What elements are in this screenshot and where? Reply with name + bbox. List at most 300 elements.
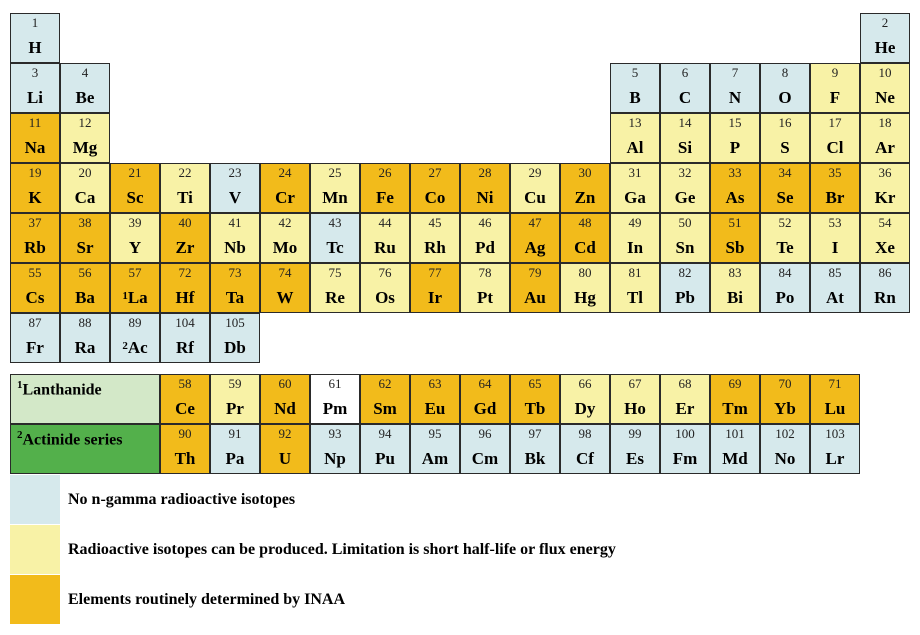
element-symbol [711,399,759,419]
element-symbol [811,188,859,208]
element-symbol-text: Sb [725,238,745,257]
element-symbol-text: Li [26,88,44,107]
element-symbol-text: Pr [226,399,244,418]
actinide-label-text: Actinide series [22,431,123,449]
atomic-number: 103 [825,426,845,441]
element-symbol-text: Be [75,88,95,107]
element-symbol-text: Ba [75,288,95,307]
atomic-number: 26 [378,165,392,180]
atomic-number: 68 [678,376,692,391]
element-symbol [761,238,809,258]
element-symbol-text: As [725,188,745,207]
element-symbol [261,238,309,258]
element-cell-th [160,424,210,474]
element-symbol [811,399,859,419]
element-cell-ac [110,313,160,363]
atomic-number: 49 [628,215,642,230]
element-symbol-text: Eu [424,399,446,418]
atomic-number: 57 [128,265,142,280]
element-symbol-text: Na [24,138,46,157]
element-symbol [661,288,709,308]
atomic-number: 48 [578,215,592,230]
atomic-number: 84 [778,265,792,280]
atomic-number: 61 [328,376,342,391]
element-cell-ra [60,313,110,363]
element-cell-la [110,263,160,313]
element-symbol [411,399,459,419]
atomic-number: 50 [678,215,692,230]
atomic-number: 80 [578,265,592,280]
element-symbol [261,399,309,419]
element-symbol-text: Lr [825,449,845,468]
element-symbol-text: Cf [576,449,594,468]
element-symbol [611,399,659,419]
atomic-number: 45 [428,215,442,230]
element-symbol-text: B [629,88,641,107]
element-symbol [711,238,759,258]
atomic-number: 63 [428,376,442,391]
element-symbol [861,288,909,308]
element-symbol-text: S [780,138,790,157]
element-symbol-text: Bi [726,288,744,307]
element-symbol-text: Bk [524,449,546,468]
atomic-number: 15 [728,115,742,130]
element-symbol [11,338,59,358]
element-symbol-text: Cs [25,288,45,307]
element-symbol [111,238,159,258]
element-cell-kr [860,163,910,213]
element-symbol-text: Kr [874,188,896,207]
element-cell-bi [710,263,760,313]
element-symbol-text: Rb [24,238,46,257]
element-cell-zn [560,163,610,213]
element-symbol [761,188,809,208]
element-cell-sn [660,213,710,263]
element-symbol [411,288,459,308]
element-symbol-text: Au [524,288,546,307]
element-cell-yb [760,374,810,424]
element-symbol [511,399,559,419]
element-cell-cm [460,424,510,474]
element-symbol-text: H [28,38,42,57]
element-symbol [511,188,559,208]
element-symbol [761,88,809,108]
element-symbol-text: C [678,88,692,107]
series-marker: 1 [17,379,23,391]
atomic-number: 16 [778,115,792,130]
element-cell-hg [560,263,610,313]
lanthanide-label-text: Lanthanide [22,381,102,399]
element-cell-au [510,263,560,313]
element-cell-ge [660,163,710,213]
element-symbol-text: Tl [626,288,644,307]
element-symbol [311,288,359,308]
atomic-number: 105 [225,315,245,330]
element-symbol [211,188,259,208]
element-symbol [61,338,109,358]
element-cell-np [310,424,360,474]
element-symbol-text: Lu [824,399,846,418]
element-symbol [511,449,559,469]
element-cell-cr [260,163,310,213]
element-cell-nd [260,374,310,424]
atomic-number: 85 [828,265,842,280]
atomic-number: 83 [728,265,742,280]
element-symbol-text: Ne [875,88,895,107]
element-symbol [711,88,759,108]
atomic-number: 9 [831,65,839,80]
element-cell-in [610,213,660,263]
element-cell-rf [160,313,210,363]
atomic-number: 41 [228,215,242,230]
element-symbol-text: Cl [826,138,844,157]
atomic-number: 102 [775,426,795,441]
element-cell-pr [210,374,260,424]
element-symbol-text: In [626,238,644,257]
element-symbol [211,449,259,469]
element-cell-be [60,63,110,113]
element-symbol-text: Si [677,138,693,157]
atomic-number: 62 [378,376,392,391]
element-symbol [561,238,609,258]
element-cell-pm [310,374,360,424]
atomic-number: 11 [28,115,42,130]
element-cell-p [710,113,760,163]
atomic-number: 104 [175,315,195,330]
element-symbol [11,138,59,158]
element-symbol [311,399,359,419]
element-symbol-text: Co [424,188,446,207]
element-cell-ag [510,213,560,263]
atomic-number: 20 [78,165,92,180]
element-symbol [561,449,609,469]
element-symbol-text: At [826,288,844,307]
atomic-number: 28 [478,165,492,180]
element-symbol [211,288,259,308]
element-cell-pt [460,263,510,313]
atomic-number: 89 [128,315,142,330]
element-symbol [111,288,159,308]
element-cell-sm [360,374,410,424]
element-symbol-text: Xe [875,238,895,257]
element-cell-es [610,424,660,474]
element-symbol-text: Cr [275,188,295,207]
element-symbol-text: Zn [574,188,596,207]
element-symbol-text: Pm [322,399,348,418]
element-cell-zr [160,213,210,263]
element-cell-sr [60,213,110,263]
element-symbol-text: Sc [126,188,144,207]
atomic-number: 3 [31,65,39,80]
element-cell-tl [610,263,660,313]
element-cell-db [210,313,260,363]
element-cell-eu [410,374,460,424]
element-symbol-text: Hg [574,288,596,307]
atomic-number: 64 [478,376,492,391]
element-symbol-text: Pt [476,288,494,307]
element-cell-fm [660,424,710,474]
element-symbol [661,138,709,158]
element-symbol [711,288,759,308]
element-cell-i [810,213,860,263]
element-symbol-text: Db [224,338,246,357]
series-marker: 2 [122,340,128,352]
atomic-number: 81 [628,265,642,280]
atomic-number: 97 [528,426,542,441]
legend-label-possible: Radioactive isotopes can be produced. Limitation is short half-life or flux energy [68,541,616,558]
element-symbol-text: He [874,38,896,57]
element-symbol-text: Ge [674,188,696,207]
atomic-number: 100 [675,426,695,441]
atomic-number: 74 [278,265,292,280]
actinide-label [10,424,160,474]
element-symbol [261,449,309,469]
element-symbol-text: Yb [774,399,796,418]
element-cell-fe [360,163,410,213]
element-symbol-text: Ag [524,238,546,257]
element-symbol-text: Po [775,288,795,307]
element-cell-pb [660,263,710,313]
element-symbol [161,449,209,469]
atomic-number: 56 [78,265,92,280]
element-symbol [861,88,909,108]
atomic-number: 82 [678,265,692,280]
element-cell-rh [410,213,460,263]
atomic-number: 5 [631,65,639,80]
atomic-number: 32 [678,165,692,180]
element-cell-pa [210,424,260,474]
atomic-number: 67 [628,376,642,391]
element-symbol-text: I [831,238,839,257]
element-symbol-text: Cd [574,238,596,257]
element-cell-cd [560,213,610,263]
element-symbol-text: La [127,288,148,307]
atomic-number: 2 [881,15,889,30]
element-symbol [861,188,909,208]
atomic-number: 39 [128,215,142,230]
element-symbol [811,238,859,258]
atomic-number: 93 [328,426,342,441]
element-symbol-text: Er [675,399,695,418]
atomic-number: 69 [728,376,742,391]
element-cell-te [760,213,810,263]
element-symbol-text: Re [325,288,345,307]
element-cell-no [760,424,810,474]
element-symbol-text: No [774,449,796,468]
element-symbol [311,188,359,208]
element-symbol [861,138,909,158]
atomic-number: 58 [178,376,192,391]
element-symbol [661,88,709,108]
element-symbol [11,88,59,108]
element-cell-pd [460,213,510,263]
element-cell-md [710,424,760,474]
element-symbol-text: Ar [875,138,895,157]
element-symbol [411,238,459,258]
element-symbol-text: Pa [225,449,245,468]
element-symbol-text: Ir [427,288,443,307]
element-symbol-text: Fe [376,188,394,207]
atomic-number: 95 [428,426,442,441]
element-cell-mn [310,163,360,213]
element-cell-ca [60,163,110,213]
element-symbol-text: Ra [74,338,96,357]
element-symbol [711,188,759,208]
element-symbol-text: Hf [175,288,195,307]
atomic-number: 77 [428,265,442,280]
atomic-number: 30 [578,165,592,180]
element-symbol [61,288,109,308]
element-symbol [611,238,659,258]
element-cell-f [810,63,860,113]
element-symbol-text: Cu [524,188,546,207]
atomic-number: 23 [228,165,242,180]
element-symbol [311,449,359,469]
element-cell-ga [610,163,660,213]
element-symbol-text: Np [324,449,346,468]
element-symbol [461,399,509,419]
element-symbol-text: K [28,188,42,207]
element-cell-ti [160,163,210,213]
atomic-number: 40 [178,215,192,230]
element-symbol [361,288,409,308]
atomic-number: 59 [228,376,242,391]
element-symbol [811,288,859,308]
element-cell-os [360,263,410,313]
element-symbol [361,449,409,469]
element-symbol [611,288,659,308]
element-symbol [561,188,609,208]
element-cell-v [210,163,260,213]
element-cell-xe [860,213,910,263]
element-cell-ce [160,374,210,424]
element-symbol [361,188,409,208]
element-symbol-text: Se [776,188,794,207]
element-symbol-text: P [729,138,741,157]
atomic-number: 99 [628,426,642,441]
element-cell-cu [510,163,560,213]
atomic-number: 38 [78,215,92,230]
element-symbol [461,288,509,308]
element-symbol-text: Os [375,288,395,307]
element-cell-re [310,263,360,313]
element-symbol-text: Rf [176,338,194,357]
element-cell-w [260,263,310,313]
element-symbol [661,188,709,208]
element-cell-se [760,163,810,213]
element-symbol [411,449,459,469]
atomic-number: 86 [878,265,892,280]
element-symbol-text: Tb [524,399,546,418]
element-symbol [261,188,309,208]
element-symbol [611,188,659,208]
element-symbol-text: Fr [26,338,44,357]
atomic-number: 75 [328,265,342,280]
element-cell-as [710,163,760,213]
element-symbol [11,188,59,208]
element-symbol-text: O [778,88,792,107]
element-cell-gd [460,374,510,424]
element-symbol-text: Pd [475,238,495,257]
element-cell-li [10,63,60,113]
element-symbol-text: Mn [322,188,348,207]
element-cell-na [10,113,60,163]
element-symbol [11,238,59,258]
element-cell-s [760,113,810,163]
element-symbol-text: Y [128,238,142,257]
atomic-number: 10 [878,65,892,80]
element-cell-k [10,163,60,213]
element-cell-tb [510,374,560,424]
element-cell-fr [10,313,60,363]
atomic-number: 7 [731,65,739,80]
element-cell-ni [460,163,510,213]
atomic-number: 71 [828,376,842,391]
element-symbol-text: Dy [574,399,596,418]
element-cell-nb [210,213,260,263]
element-symbol [761,288,809,308]
element-symbol [111,188,159,208]
atomic-number: 29 [528,165,542,180]
element-cell-dy [560,374,610,424]
element-cell-er [660,374,710,424]
atomic-number: 24 [278,165,292,180]
atomic-number: 25 [328,165,342,180]
atomic-number: 4 [81,65,89,80]
element-symbol [161,238,209,258]
atomic-number: 47 [528,215,542,230]
atomic-number: 88 [78,315,92,330]
element-symbol-text: W [276,288,294,307]
element-cell-ne [860,63,910,113]
element-symbol [111,338,159,358]
element-symbol-text: Nb [224,238,246,257]
element-symbol [761,138,809,158]
element-symbol-text: Ru [374,238,396,257]
atomic-number: 96 [478,426,492,441]
element-cell-rn [860,263,910,313]
element-symbol-text: Am [421,449,449,468]
element-symbol [461,238,509,258]
element-cell-cl [810,113,860,163]
element-symbol-text: Zr [175,238,195,257]
element-symbol [511,238,559,258]
legend-swatch-possible [10,525,60,574]
element-symbol [861,38,909,58]
element-cell-ta [210,263,260,313]
atomic-number: 87 [28,315,42,330]
atomic-number: 51 [728,215,742,230]
element-cell-c [660,63,710,113]
atomic-number: 8 [781,65,789,80]
element-cell-hf [160,263,210,313]
atomic-number: 27 [428,165,442,180]
atomic-number: 79 [528,265,542,280]
element-cell-sb [710,213,760,263]
element-cell-ar [860,113,910,163]
element-cell-y [110,213,160,263]
element-symbol-text: Te [776,238,794,257]
element-cell-pu [360,424,410,474]
atomic-number: 94 [378,426,392,441]
atomic-number: 91 [228,426,242,441]
element-symbol [11,38,59,58]
atomic-number: 70 [778,376,792,391]
element-symbol [811,138,859,158]
element-symbol [711,138,759,158]
atomic-number: 72 [178,265,192,280]
atomic-number: 31 [628,165,642,180]
